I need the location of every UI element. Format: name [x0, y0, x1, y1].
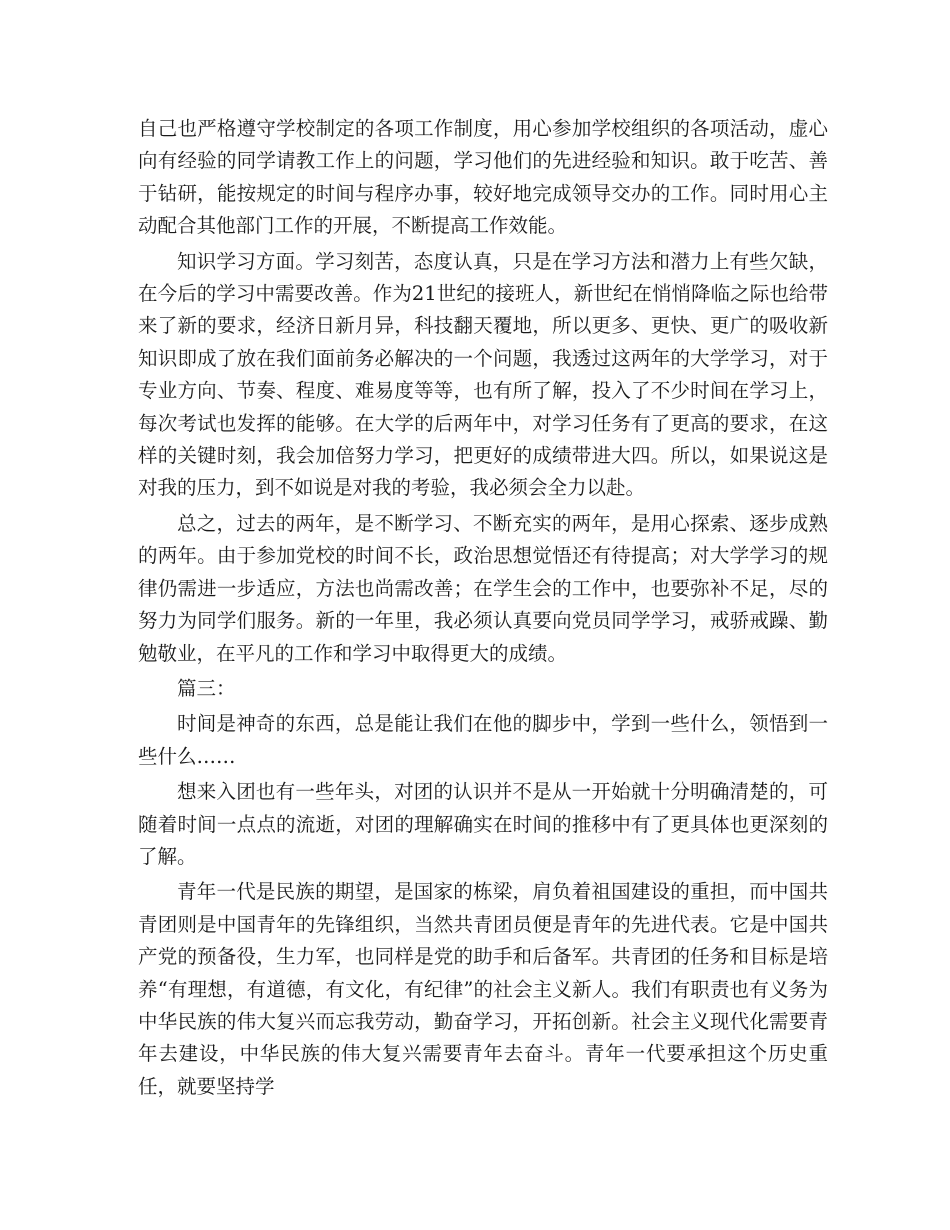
section-heading-part-three: 篇三： — [177, 676, 236, 700]
paragraph-study: 知识学习方面。学习刻苦，态度认真，只是在学习方法和潜力上有些欠缺，在今后的学习中需要改善。作为21世纪的接班人，新世纪在悄悄降临之际也给带来了新的要求，经济日新月异，科技翻天覆地，所以更多、更快、更广的吸收新知识即成了放在我们面前务必解决的一个问题，我透过这两年的大学学习，对于专业方向、节奏、程度、难易度等等，也有所了解，投入了不少时间在学习上，每次考试也发挥的能够。在大学的后两年中，对学习任务有了更高的要求，在这样的关键时刻，我会加倍努力学习，把更好的成绩带进大四。所以，如果说这是对我的压力，到不如说是对我的考验，我必须会全力以赴。 — [138, 249, 828, 500]
paragraph-youth: 青年一代是民族的期望，是国家的栋梁，肩负着祖国建设的重担，而中国共青团则是中国青年的先锋组织，当然共青团员便是青年的先进代表。它是中国共产党的预备役，生力军，也同样是党的助手和后备军。共青团的任务和目标是培养“有理想，有道德，有文化，有纪律”的社会主义新人。我们有职责也有义务为中华民族的伟大复兴而忘我劳动，勤奋学习，开拓创新。社会主义现代化需要青年去建设，中华民族的伟大复兴需要青年去奋斗。青年一代要承担这个历史重任，就要坚持学 — [138, 880, 828, 1098]
document-body — [138, 113, 828, 1106]
paragraph-work-conduct: 自己也严格遵守学校制定的各项工作制度，用心参加学校组织的各项活动，虚心向有经验的同学请教工作上的问题，学习他们的先进经验和知识。敢于吃苦、善于钻研，能按规定的时间与程序办事，较好地完成领导交办的工作。同时用心主动配合其他部门工作的开展，不断提高工作效能。 — [138, 117, 828, 238]
paragraph-summary: 总之，过去的两年，是不断学习、不断充实的两年，是用心探索、逐步成熟的两年。由于参加党校的时间不长，政治思想觉悟还有待提高；对大学学习的规律仍需进一步适应，方法也尚需改善；在学生会的工作中，也要弥补不足，尽的努力为同学们服务。新的一年里，我必须认真要向党员同学学习，戒骄戒躁、勤勉敬业，在平凡的工作和学习中取得更大的成绩。 — [138, 511, 828, 665]
paragraph-time: 时间是神奇的东西，总是能让我们在他的脚步中，学到一些什么，领悟到一些什么…… — [138, 712, 828, 768]
paragraph-joining-league: 想来入团也有一些年头，对团的认识并不是从一开始就十分明确清楚的，可随着时间一点点的流逝，对团的理解确实在时间的推移中有了更具体也更深刻的了解。 — [138, 780, 828, 868]
